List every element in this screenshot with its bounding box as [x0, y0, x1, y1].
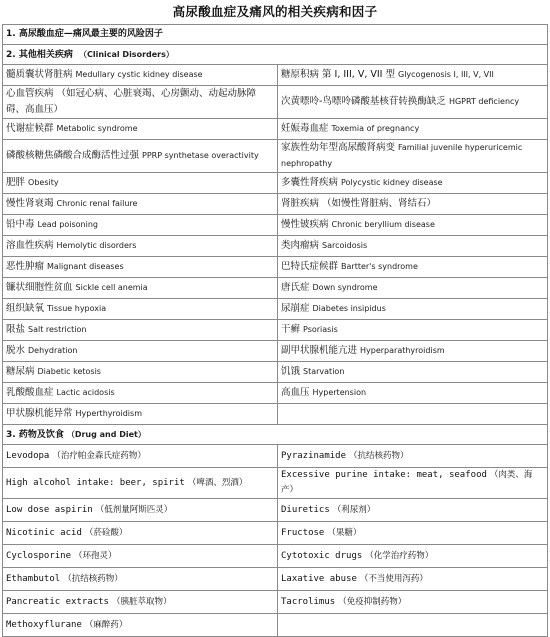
table-body: [3, 25, 548, 637]
drug-chinese-name: （麻醉药）: [84, 619, 128, 630]
disorder-chinese-name: 干癣: [281, 324, 301, 335]
disorder-chinese-name: 限盐: [6, 324, 26, 335]
disorder-english-name: Down syndrome: [312, 283, 378, 292]
drug-cell: [278, 522, 548, 545]
drug-cell: [278, 545, 548, 568]
disorder-english-name: Hyperthyroidism: [75, 409, 142, 418]
drug-english-name: Diuretics: [281, 504, 330, 515]
table-row: [3, 445, 548, 468]
disorder-english-name: Tissue hypoxia: [47, 304, 107, 313]
drug-chinese-name: （治疗帕金森氏症药物）: [52, 450, 146, 461]
table-row: [3, 140, 548, 173]
table-row: [3, 362, 548, 383]
disorder-english-name: Familial juvenile hyperuricemic nephropathy: [281, 143, 523, 168]
drug-cell: [278, 468, 548, 499]
disorder-english-name: Glycogenosis I, III, V, VII: [398, 70, 494, 79]
disorder-english-name: Salt restriction: [28, 325, 87, 334]
disorder-cell: [278, 65, 548, 86]
disorder-english-name: Psoriasis: [303, 325, 338, 334]
drug-english-name: Laxative abuse: [281, 573, 357, 584]
disorder-chinese-name: 恶性肿瘤: [6, 261, 45, 272]
disorder-english-name: Diabetes insipidus: [312, 304, 386, 313]
disorder-chinese-name: 慢性铍疾病: [281, 219, 329, 230]
disorder-cell: [3, 320, 278, 341]
disorder-english-name: Toxemia of pregnancy: [331, 124, 420, 133]
disorder-cell: [278, 320, 548, 341]
drug-cell: [278, 614, 548, 637]
drug-english-name: Methoxyflurane: [6, 619, 82, 630]
drug-cell: [3, 614, 278, 637]
disorder-chinese-name: 尿崩症: [281, 303, 310, 314]
disorder-cell: [278, 86, 548, 119]
disorder-chinese-name: 代谢症候群: [6, 123, 54, 134]
disorder-english-name: Polycystic kidney disease: [341, 178, 443, 187]
drug-chinese-name: （啤酒、烈酒）: [187, 477, 248, 488]
table-row: [3, 173, 548, 194]
table-row: [3, 468, 548, 499]
disorder-chinese-name: 溶血性疾病: [6, 240, 54, 251]
drug-english-name: Tacrolimus: [281, 596, 336, 607]
disorder-chinese-name: 多囊性肾疾病: [281, 177, 339, 188]
drug-cell: [3, 499, 278, 522]
disorder-cell: [3, 194, 278, 215]
disorder-chinese-name: 镰状细胞性贫血: [6, 282, 73, 293]
disorder-english-name: Medullary cystic kidney disease: [75, 70, 203, 79]
drug-english-name: Low dose aspirin: [6, 504, 93, 515]
disorder-english-name: Sickle cell anemia: [75, 283, 148, 292]
drug-cell: [3, 591, 278, 614]
drug-chinese-name: （化学治疗药物）: [365, 550, 434, 561]
disorder-english-name: Lead poisoning: [37, 220, 98, 229]
drug-chinese-name: （抗结核药物）: [349, 450, 409, 461]
disorder-chinese-name: 高血压: [281, 387, 310, 398]
drug-cell: [3, 522, 278, 545]
table-row: [3, 299, 548, 320]
drug-english-name: Fructose: [281, 527, 325, 538]
drug-cell: [3, 568, 278, 591]
drug-cell: [278, 591, 548, 614]
table-row: [3, 499, 548, 522]
disorder-english-name: HGPRT deficiency: [448, 97, 520, 106]
disorder-cell: [3, 257, 278, 278]
disorder-cell: [278, 278, 548, 299]
drug-cell: [3, 545, 278, 568]
section-1-row: [3, 25, 548, 45]
disorder-chinese-name: 糖原积病 第 I, III, V, VII 型: [281, 69, 395, 80]
section-3-label: 3. 药物及饮食: [6, 429, 64, 440]
section-2-header: [3, 45, 548, 65]
drug-english-name: Levodopa: [6, 450, 50, 461]
disorder-cell: [278, 299, 548, 320]
disorder-english-name: Obesity: [28, 178, 59, 187]
disorder-english-name: Hemolytic disorders: [56, 241, 137, 250]
disorder-chinese-name: 肥胖: [6, 177, 26, 188]
disorder-cell: [3, 278, 278, 299]
section-3-header: [3, 425, 548, 445]
drug-english-name: Ethambutol: [6, 573, 61, 584]
disorder-chinese-name: 肾脏疾病 （如慢性肾脏病、肾结石）: [281, 198, 437, 209]
disorder-cell: [278, 257, 548, 278]
disorder-english-name: Lactic acidosis: [56, 388, 115, 397]
table-row: [3, 320, 548, 341]
disorder-english-name: Metabolic syndrome: [56, 124, 138, 133]
disorder-cell: [3, 404, 278, 425]
table-row: [3, 568, 548, 591]
table-row: [3, 278, 548, 299]
disorder-english-name: Dehydration: [28, 346, 78, 355]
disorder-chinese-name: 糖尿病: [6, 366, 35, 377]
table-row: [3, 404, 548, 425]
disorder-cell: [3, 236, 278, 257]
drug-english-name: Excessive purine intake: meat, seafood: [281, 470, 487, 480]
drug-english-name: Pyrazinamide: [281, 450, 347, 461]
drug-chinese-name: （低剂量阿斯匹灵）: [95, 504, 173, 515]
disorder-cell: [3, 215, 278, 236]
disorder-english-name: Bartter's syndrome: [341, 262, 418, 271]
table-row: [3, 236, 548, 257]
disorder-cell: [278, 341, 548, 362]
table-row: [3, 591, 548, 614]
disorder-chinese-name: 家族性幼年型高尿酸肾病变: [281, 142, 396, 153]
table-row: [3, 522, 548, 545]
table-row: [3, 545, 548, 568]
drug-chinese-name: （不当使用泻药）: [359, 573, 428, 584]
drug-english-name: Cyclosporine: [6, 550, 72, 561]
disorder-english-name: Chronic beryllium disease: [331, 220, 435, 229]
drug-cell: [278, 568, 548, 591]
disorder-chinese-name: 心血管疾病 （如冠心病、心脏衰竭、心房颤动、动起动脉障碍、高血压）: [6, 88, 257, 115]
disorder-cell: [3, 140, 278, 173]
disorder-cell: [278, 362, 548, 383]
disorder-chinese-name: 饥饿: [281, 366, 301, 377]
disorder-cell: [3, 383, 278, 404]
disorder-english-name: Sarcoidosis: [322, 241, 368, 250]
table-row: [3, 194, 548, 215]
disorder-cell: [3, 299, 278, 320]
disorder-cell: [278, 404, 548, 425]
section-1-header: 1. 高尿酸血症—痛风最主要的风险因子: [3, 25, 548, 45]
disorder-chinese-name: 脱水: [6, 345, 26, 356]
disorder-english-name: Starvation: [303, 367, 345, 376]
drug-cell: [278, 445, 548, 468]
table-row: [3, 257, 548, 278]
table-row: [3, 215, 548, 236]
disorder-english-name: Diabetic ketosis: [37, 367, 101, 376]
disorder-cell: [3, 173, 278, 194]
disorder-cell: [3, 362, 278, 383]
disorder-cell: [278, 215, 548, 236]
disorder-chinese-name: 髓质囊状肾脏病: [6, 69, 73, 80]
disorder-cell: [3, 341, 278, 362]
disorder-cell: [278, 140, 548, 173]
disorder-english-name: PPRP synthetase overactivity: [142, 151, 259, 160]
disorder-chinese-name: 妊娠毒血症: [281, 123, 329, 134]
disorder-cell: [278, 173, 548, 194]
disorder-cell: [278, 383, 548, 404]
disorder-chinese-name: 磷酸核糖焦磷酸合成酶活性过强: [6, 150, 140, 161]
drug-cell: [278, 499, 548, 522]
table-row: [3, 86, 548, 119]
drug-english-name: High alcohol intake: beer, spirit: [6, 477, 185, 488]
drug-chinese-name: （环孢灵）: [74, 550, 117, 561]
page-title: 高尿酸血症及痛风的相关疾病和因子: [172, 4, 378, 19]
drug-english-name: Pancreatic extracts: [6, 596, 109, 607]
disorder-cell: [3, 119, 278, 140]
table-row: [3, 383, 548, 404]
section-2-english: （Clinical Disorders）: [78, 49, 174, 59]
drug-chinese-name: （胰脏萃取物）: [111, 596, 172, 607]
drug-cell: [3, 468, 278, 499]
drug-english-name: Cytotoxic drugs: [281, 550, 363, 561]
section-3-row: [3, 425, 548, 445]
table-row: [3, 614, 548, 637]
drug-chinese-name: （果糖）: [327, 527, 362, 538]
disorder-chinese-name: 组织缺氧: [6, 303, 45, 314]
table-row: [3, 341, 548, 362]
disorder-chinese-name: 铅中毒: [6, 219, 35, 230]
drug-chinese-name: （抗结核药物）: [63, 573, 123, 584]
disorder-chinese-name: 副甲状腺机能亢进: [281, 345, 358, 356]
disorder-cell: [3, 86, 278, 119]
drug-chinese-name: （菸硷酸）: [84, 527, 128, 538]
disorder-english-name: Chronic renal failure: [56, 199, 138, 208]
section-2-label: 2. 其他相关疾病: [6, 49, 73, 60]
disorder-chinese-name: 乳酸酸血症: [6, 387, 54, 398]
table-row: [3, 119, 548, 140]
disorder-chinese-name: 类肉瘤病: [281, 240, 320, 251]
disorder-cell: [278, 119, 548, 140]
disorder-english-name: Hyperparathyroidism: [360, 346, 445, 355]
section-3-english: （Drug and Diet）: [66, 429, 146, 439]
disorder-cell: [278, 236, 548, 257]
table-row: [3, 65, 548, 86]
disorder-english-name: Hypertension: [312, 388, 367, 397]
section-2-row: [3, 45, 548, 65]
drug-chinese-name: （免疫抑制药物）: [338, 596, 407, 607]
disorder-chinese-name: 次黄嘌呤-鸟嘌呤磷酸基核苷转换酶缺乏: [281, 96, 446, 107]
disorder-english-name: Malignant diseases: [47, 262, 124, 271]
risk-factor-table: [2, 24, 548, 637]
disorder-chinese-name: 慢性肾衰竭: [6, 198, 54, 209]
disorder-chinese-name: 唐氏症: [281, 282, 310, 293]
disorder-chinese-name: 巴特氏症候群: [281, 261, 339, 272]
drug-chinese-name: （肉类、海产）: [281, 470, 533, 495]
disorder-chinese-name: 甲状腺机能异常: [6, 408, 73, 419]
drug-chinese-name: （利尿剂）: [332, 504, 376, 515]
drug-cell: [3, 445, 278, 468]
drug-english-name: Nicotinic acid: [6, 527, 82, 538]
disorder-cell: [3, 65, 278, 86]
disorder-cell: [278, 194, 548, 215]
